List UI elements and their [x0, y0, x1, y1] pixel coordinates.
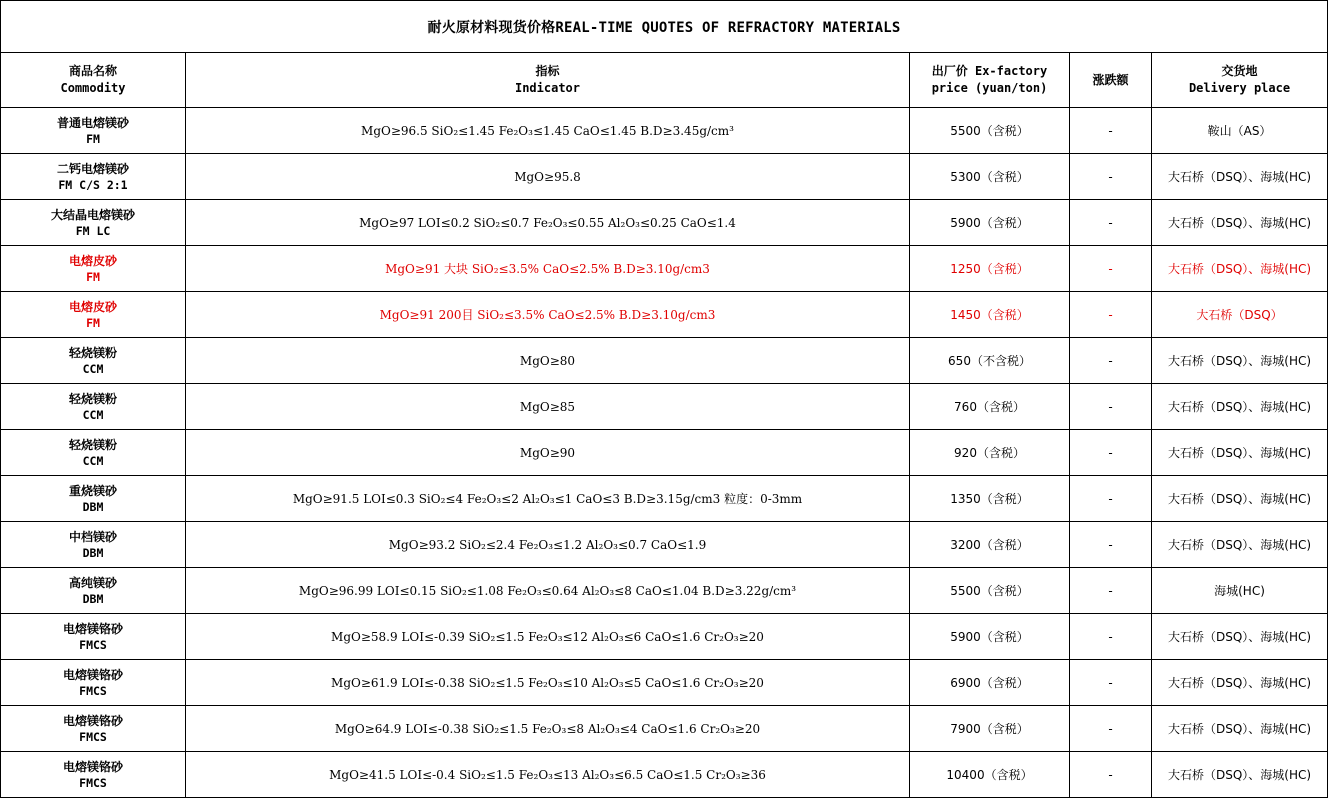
price-cell: 1450（含税） — [910, 292, 1070, 338]
price-cell: 650（不含税） — [910, 338, 1070, 384]
change-cell: - — [1070, 200, 1152, 246]
header-commodity-en: Commodity — [60, 81, 126, 95]
header-change: 涨跌额 — [1070, 53, 1152, 108]
price-cell: 760（含税） — [910, 384, 1070, 430]
commodity-name: 轻烧镁粉 — [68, 437, 117, 452]
price-cell: 1350（含税） — [910, 476, 1070, 522]
header-delivery-en: Delivery place — [1188, 81, 1291, 95]
table-row — [1, 292, 1328, 338]
commodity-code: FM LC — [75, 223, 111, 238]
commodity-cell — [1, 384, 186, 430]
header-delivery-cn: 交货地 — [1221, 64, 1258, 78]
indicator-cell: MgO≥91.5 LOI≤0.3 SiO₂≤4 Fe₂O₃≤2 Al₂O₃≤1 CaO≤3 B.D≥3.15g/cm3 粒度：0-3mm — [186, 476, 910, 522]
commodity-cell — [1, 476, 186, 522]
change-cell: - — [1070, 614, 1152, 660]
change-cell: - — [1070, 292, 1152, 338]
commodity-cell — [1, 660, 186, 706]
table-row — [1, 660, 1328, 706]
commodity-name: 大结晶电熔镁砂 — [50, 207, 135, 222]
table-row — [1, 614, 1328, 660]
table-row — [1, 752, 1328, 798]
table-row — [1, 108, 1328, 154]
commodity-cell — [1, 568, 186, 614]
sheet-title: 耐火原材料现货价格REAL-TIME QUOTES OF REFRACTORY MATERIALS — [1, 1, 1328, 53]
delivery-cell: 大石桥（DSQ） — [1152, 292, 1328, 338]
indicator-cell: MgO≥64.9 LOI≤-0.38 SiO₂≤1.5 Fe₂O₃≤8 Al₂O₃≤4 CaO≤1.6 Cr₂O₃≥20 — [186, 706, 910, 752]
quotes-body — [1, 108, 1328, 798]
commodity-cell — [1, 246, 186, 292]
delivery-cell: 鞍山（AS） — [1152, 108, 1328, 154]
table-row — [1, 522, 1328, 568]
table-row — [1, 338, 1328, 384]
commodity-cell — [1, 752, 186, 798]
header-indicator-cn: 指标 — [535, 64, 560, 78]
commodity-code: FMCS — [79, 775, 107, 790]
indicator-cell: MgO≥93.2 SiO₂≤2.4 Fe₂O₃≤1.2 Al₂O₃≤0.7 CaO≤1.9 — [186, 522, 910, 568]
price-cell: 5300（含税） — [910, 154, 1070, 200]
change-cell: - — [1070, 154, 1152, 200]
change-cell: - — [1070, 384, 1152, 430]
table-row — [1, 384, 1328, 430]
price-cell: 5500（含税） — [910, 568, 1070, 614]
price-cell: 1250（含税） — [910, 246, 1070, 292]
header-commodity-cn: 商品名称 — [68, 64, 117, 78]
commodity-code: DBM — [82, 499, 104, 514]
indicator-cell: MgO≥58.9 LOI≤-0.39 SiO₂≤1.5 Fe₂O₃≤12 Al₂O₃≤6 CaO≤1.6 Cr₂O₃≥20 — [186, 614, 910, 660]
commodity-name: 电熔镁铬砂 — [62, 759, 123, 774]
table-row — [1, 246, 1328, 292]
commodity-cell — [1, 338, 186, 384]
delivery-cell: 大石桥（DSQ）、海城(HC) — [1152, 154, 1328, 200]
commodity-code: CCM — [82, 453, 104, 468]
indicator-cell: MgO≥85 — [186, 384, 910, 430]
commodity-name: 电熔镁铬砂 — [62, 713, 123, 728]
commodity-cell — [1, 430, 186, 476]
commodity-cell — [1, 522, 186, 568]
commodity-code: FMCS — [79, 683, 107, 698]
change-cell: - — [1070, 430, 1152, 476]
change-cell: - — [1070, 706, 1152, 752]
commodity-name: 普通电熔镁砂 — [56, 115, 129, 130]
commodity-code: FM — [86, 131, 100, 146]
commodity-code: CCM — [82, 361, 104, 376]
price-cell: 7900（含税） — [910, 706, 1070, 752]
table-row — [1, 154, 1328, 200]
delivery-cell: 大石桥（DSQ）、海城(HC) — [1152, 338, 1328, 384]
change-cell: - — [1070, 108, 1152, 154]
delivery-cell: 大石桥（DSQ）、海城(HC) — [1152, 200, 1328, 246]
delivery-cell: 大石桥（DSQ）、海城(HC) — [1152, 706, 1328, 752]
indicator-cell: MgO≥97 LOI≤0.2 SiO₂≤0.7 Fe₂O₃≤0.55 Al₂O₃≤0.25 CaO≤1.4 — [186, 200, 910, 246]
indicator-cell: MgO≥91 大块 SiO₂≤3.5% CaO≤2.5% B.D≥3.10g/cm3 — [186, 246, 910, 292]
delivery-cell: 大石桥（DSQ）、海城(HC) — [1152, 430, 1328, 476]
commodity-cell — [1, 154, 186, 200]
commodity-name: 高纯镁砂 — [68, 575, 117, 590]
change-cell: - — [1070, 568, 1152, 614]
header-row — [1, 53, 1328, 108]
delivery-cell: 大石桥（DSQ）、海城(HC) — [1152, 476, 1328, 522]
delivery-cell: 大石桥（DSQ）、海城(HC) — [1152, 384, 1328, 430]
table-row — [1, 568, 1328, 614]
change-cell: - — [1070, 246, 1152, 292]
indicator-cell: MgO≥41.5 LOI≤-0.4 SiO₂≤1.5 Fe₂O₃≤13 Al₂O₃≤6.5 CaO≤1.5 Cr₂O₃≥36 — [186, 752, 910, 798]
commodity-code: DBM — [82, 545, 104, 560]
price-cell: 920（含税） — [910, 430, 1070, 476]
delivery-cell: 大石桥（DSQ）、海城(HC) — [1152, 752, 1328, 798]
header-price — [910, 53, 1070, 108]
indicator-cell: MgO≥96.99 LOI≤0.15 SiO₂≤1.08 Fe₂O₃≤0.64 Al₂O₃≤8 CaO≤1.04 B.D≥3.22g/cm³ — [186, 568, 910, 614]
indicator-cell: MgO≥96.5 SiO₂≤1.45 Fe₂O₃≤1.45 CaO≤1.45 B.D≥3.45g/cm³ — [186, 108, 910, 154]
price-cell: 10400（含税） — [910, 752, 1070, 798]
commodity-name: 电熔皮砂 — [68, 253, 117, 268]
delivery-cell: 海城(HC) — [1152, 568, 1328, 614]
price-cell: 6900（含税） — [910, 660, 1070, 706]
commodity-name: 电熔镁铬砂 — [62, 667, 123, 682]
change-cell: - — [1070, 660, 1152, 706]
indicator-cell: MgO≥80 — [186, 338, 910, 384]
header-indicator-en: Indicator — [514, 81, 581, 95]
header-price-line2: price (yuan/ton) — [931, 81, 1048, 95]
delivery-cell: 大石桥（DSQ）、海城(HC) — [1152, 614, 1328, 660]
commodity-name: 重烧镁砂 — [68, 483, 117, 498]
table-row — [1, 476, 1328, 522]
price-cell: 5900（含税） — [910, 614, 1070, 660]
delivery-cell: 大石桥（DSQ）、海城(HC) — [1152, 660, 1328, 706]
indicator-cell: MgO≥90 — [186, 430, 910, 476]
change-cell: - — [1070, 476, 1152, 522]
table-row — [1, 430, 1328, 476]
commodity-code: FMCS — [79, 637, 107, 652]
change-cell: - — [1070, 752, 1152, 798]
commodity-cell — [1, 706, 186, 752]
commodity-name: 电熔皮砂 — [68, 299, 117, 314]
price-cell: 5500（含税） — [910, 108, 1070, 154]
commodity-code: FM C/S 2:1 — [58, 177, 128, 192]
header-commodity — [1, 53, 186, 108]
header-price-line1: 出厂价 Ex-factory — [931, 64, 1048, 78]
title-row — [1, 1, 1328, 53]
commodity-cell — [1, 292, 186, 338]
indicator-cell: MgO≥61.9 LOI≤-0.38 SiO₂≤1.5 Fe₂O₃≤10 Al₂O₃≤5 CaO≤1.6 Cr₂O₃≥20 — [186, 660, 910, 706]
commodity-name: 电熔镁铬砂 — [62, 621, 123, 636]
price-cell: 5900（含税） — [910, 200, 1070, 246]
commodity-name: 轻烧镁粉 — [68, 391, 117, 406]
change-cell: - — [1070, 522, 1152, 568]
price-cell: 3200（含税） — [910, 522, 1070, 568]
commodity-code: FM — [86, 269, 100, 284]
delivery-cell: 大石桥（DSQ）、海城(HC) — [1152, 246, 1328, 292]
commodity-cell — [1, 614, 186, 660]
commodity-name: 二钙电熔镁砂 — [56, 161, 129, 176]
header-indicator — [186, 53, 910, 108]
commodity-cell — [1, 200, 186, 246]
commodity-code: DBM — [82, 591, 104, 606]
indicator-cell: MgO≥91 200目 SiO₂≤3.5% CaO≤2.5% B.D≥3.10g/cm3 — [186, 292, 910, 338]
change-cell: - — [1070, 338, 1152, 384]
table-row — [1, 706, 1328, 752]
commodity-code: FM — [86, 315, 100, 330]
commodity-code: CCM — [82, 407, 104, 422]
delivery-cell: 大石桥（DSQ）、海城(HC) — [1152, 522, 1328, 568]
indicator-cell: MgO≥95.8 — [186, 154, 910, 200]
commodity-cell — [1, 108, 186, 154]
header-delivery — [1152, 53, 1328, 108]
commodity-code: FMCS — [79, 729, 107, 744]
table-row — [1, 200, 1328, 246]
commodity-name: 轻烧镁粉 — [68, 345, 117, 360]
commodity-name: 中档镁砂 — [68, 529, 117, 544]
